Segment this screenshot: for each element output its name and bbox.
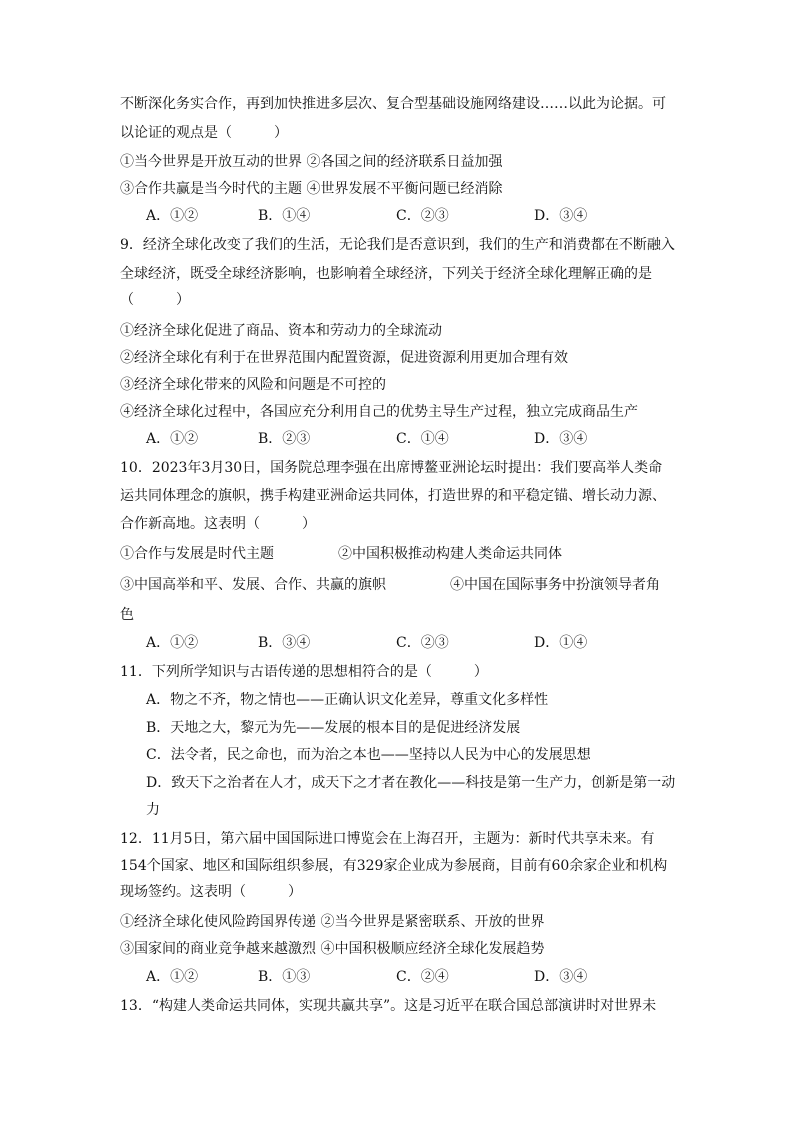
q11-option-d-wrap: 力 — [146, 802, 160, 818]
q9-option-a[interactable]: A．①② — [146, 431, 199, 447]
q9-answer-blank: （ ） — [120, 292, 190, 308]
q10-option-a[interactable]: A．①② — [146, 635, 199, 651]
q10-option-c[interactable]: C．②③ — [396, 635, 449, 651]
q12-option-b[interactable]: B．①③ — [258, 969, 311, 985]
q12-stem-line-3: 现场签约。这表明（ ） — [120, 884, 302, 900]
q9-option-d[interactable]: D．③④ — [534, 431, 588, 447]
q10-statement-4-wrap: 色 — [120, 607, 134, 623]
q11-option-c[interactable]: C．法令者，民之命也，而为治之本也——坚持以人民为中心的发展思想 — [146, 747, 591, 763]
q9-stem-line-2: 全球经济，既受全球经济影响，也影响着全球经济，下列关于经济全球化理解正确的是 — [120, 266, 652, 282]
q9-statement-3: ③经济全球化带来的风险和问题是不可控的 — [120, 377, 386, 393]
q12-stem-line-2: 154个国家、地区和国际组织参展，有329家企业成为参展商，目前有60余家企业和机构 — [120, 858, 668, 874]
q10-statement-3: ③中国高举和平、发展、合作、共赢的旗帜 — [120, 577, 386, 593]
q9-option-c[interactable]: C．①④ — [396, 431, 449, 447]
q9-options — [146, 429, 666, 449]
q12-option-d[interactable]: D．③④ — [534, 969, 588, 985]
q8-statement-line-1: ①当今世界是开放互动的世界 ②各国之间的经济联系日益加强 — [120, 154, 503, 170]
q11-option-d[interactable]: D．致天下之治者在人才，成天下之才者在教化——科技是第一生产力，创新是第一动 — [146, 775, 676, 791]
q9-option-b[interactable]: B．②③ — [258, 431, 311, 447]
q10-stem-line-1: 10．2023年3月30日，国务院总理李强在出席博鳌亚洲论坛时提出：我们要高举人类命 — [120, 460, 663, 476]
q10-option-d[interactable]: D．①④ — [534, 635, 588, 651]
q8-option-d[interactable]: D．③④ — [534, 208, 588, 224]
q8-option-c[interactable]: C．②③ — [396, 208, 449, 224]
q12-statement-line-2: ③国家间的商业竞争越来越激烈 ④中国积极顺应经济全球化发展趋势 — [120, 941, 545, 957]
q9-statement-4: ④经济全球化过程中，各国应充分利用自己的优势主导生产过程，独立完成商品生产 — [120, 404, 638, 420]
q13-stem-line-1: 13．“构建人类命运共同体，实现共赢共享”。这是习近平在联合国总部演讲时对世界未 — [120, 998, 657, 1014]
q9-statement-2: ②经济全球化有利于在世界范围内配置资源，促进资源利用更加合理有效 — [120, 350, 568, 366]
q9-stem-line-1: 9．经济全球化改变了我们的生活，无论我们是否意识到，我们的生产和消费都在不断融入 — [120, 237, 675, 253]
q10-statement-4: ④中国在国际事务中扮演领导者角 — [450, 577, 660, 593]
q10-stem-line-2: 运共同体理念的旗帜，携手构建亚洲命运共同体，打造世界的和平稳定锚、增长动力源、 — [120, 488, 666, 504]
q12-options — [146, 967, 666, 987]
q10-stem-line-3: 合作新高地。这表明（ ） — [120, 516, 316, 532]
q10-statement-1: ①合作与发展是时代主题 — [120, 546, 274, 562]
q12-option-c[interactable]: C．②④ — [396, 969, 449, 985]
q10-statements-row-2 — [120, 575, 680, 595]
q9-statement-1: ①经济全球化促进了商品、资本和劳动力的全球流动 — [120, 323, 442, 339]
q12-statement-line-1: ①经济全球化使风险跨国界传递 ②当今世界是紧密联系、开放的世界 — [120, 914, 545, 930]
q8-option-a[interactable]: A．①② — [146, 208, 199, 224]
q12-stem-line-1: 12．11月5日，第六届中国国际进口博览会在上海召开，主题为：新时代共享未来。有 — [120, 831, 655, 847]
q10-options — [146, 633, 666, 653]
q10-option-b[interactable]: B．③④ — [258, 635, 311, 651]
q11-option-a[interactable]: A．物之不齐，物之情也——正确认识文化差异，尊重文化多样性 — [146, 692, 549, 708]
q8-options — [146, 206, 666, 226]
q8-stem-line-1: 不断深化务实合作，再到加快推进多层次、复合型基础设施网络建设……以此为论据。可 — [120, 96, 666, 112]
q11-stem: 11．下列所学知识与古语传递的思想相符合的是（ ） — [120, 664, 488, 680]
q8-option-b[interactable]: B．①④ — [258, 208, 311, 224]
q12-option-a[interactable]: A．①② — [146, 969, 199, 985]
q8-statement-line-2: ③合作共赢是当今时代的主题 ④世界发展不平衡问题已经消除 — [120, 181, 503, 197]
q11-option-b[interactable]: B．天地之大，黎元为先——发展的根本目的是促进经济发展 — [146, 720, 521, 736]
q10-statement-2: ②中国积极推动构建人类命运共同体 — [338, 546, 562, 562]
q10-statements-row-1 — [120, 544, 680, 564]
q8-stem-line-2: 以论证的观点是（ ） — [120, 125, 288, 141]
